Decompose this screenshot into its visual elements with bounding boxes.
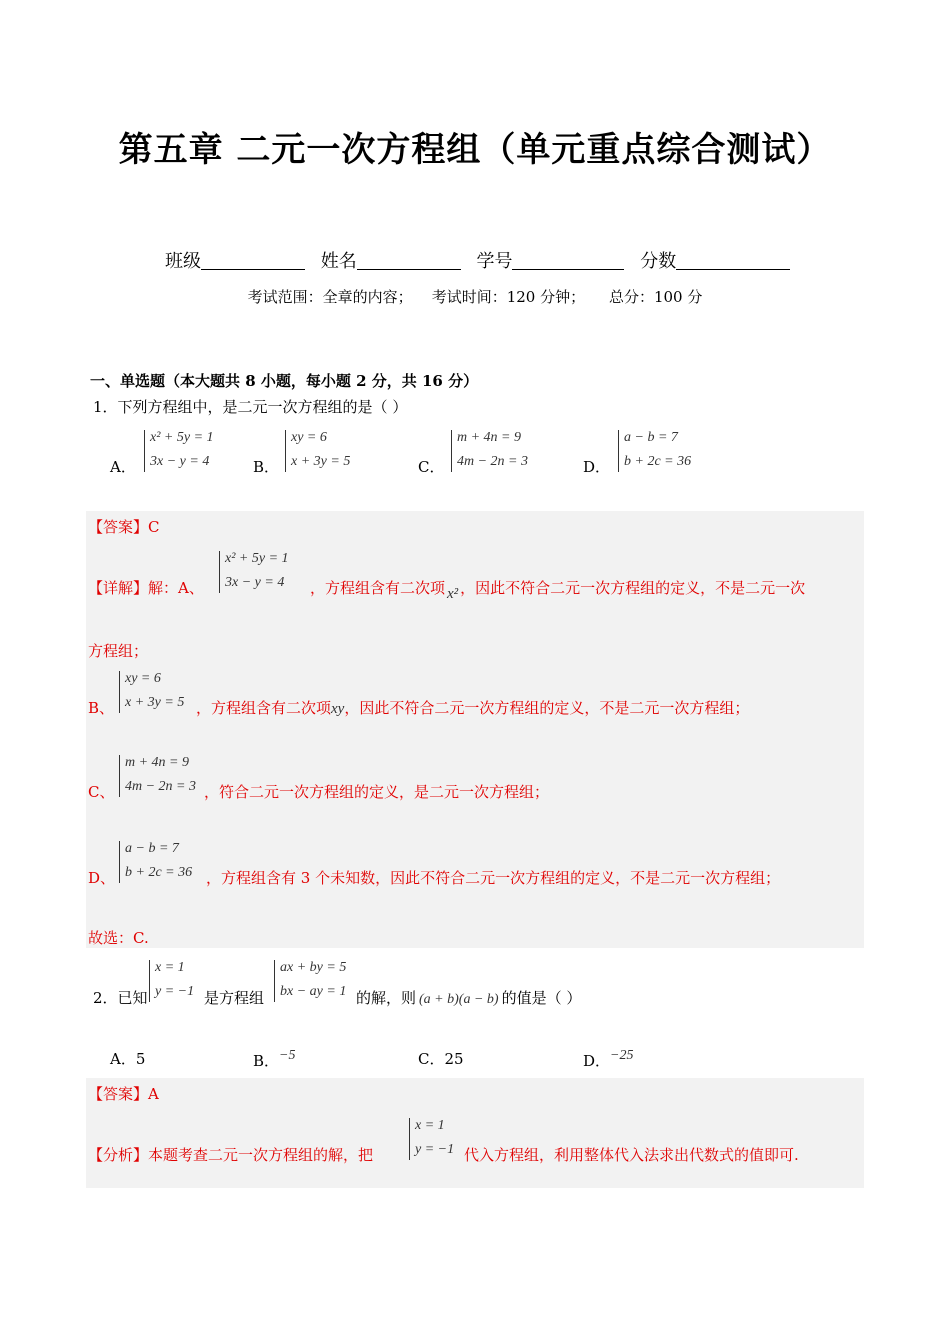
id-blank	[512, 251, 624, 270]
equation: y = −1	[415, 1142, 455, 1157]
q1-option-c-system	[451, 430, 529, 472]
q1-detail-c-text: ，符合二元一次方程组的定义，是二元一次方程组；	[204, 783, 550, 801]
q1-option-b-system	[285, 430, 351, 472]
q1-detail-a-text	[310, 577, 805, 603]
q1-answer-block	[86, 511, 864, 948]
q1-detail-d-prefix: D、	[88, 869, 116, 887]
option-value: 25	[444, 1050, 464, 1068]
equation: 4m − 2n = 3	[457, 454, 529, 469]
term: xy	[331, 701, 345, 717]
equation: x + 3y = 5	[291, 454, 351, 469]
option-label: C．	[418, 1050, 445, 1068]
equation: x = 1	[155, 960, 185, 975]
q2-option-a	[110, 1048, 145, 1069]
detail-rest: ，因此不符合二元一次方程组的定义，不是二元一次	[460, 579, 806, 597]
q1-detail-a	[88, 577, 204, 598]
q1-option-c-label: C．	[418, 458, 445, 476]
q1-conclusion: 故选：C.	[88, 929, 149, 947]
q1-detail-b-prefix: B、	[88, 699, 115, 717]
q1-option-d-system	[618, 430, 692, 472]
equation: bx − ay = 1	[280, 984, 347, 999]
q2-answer: 【答案】A	[88, 1085, 159, 1103]
detail-rest: ，因此不符合二元一次方程组的定义，不是二元一次方程组；	[344, 699, 750, 717]
equation: y = −1	[155, 984, 195, 999]
q1-detail-c-prefix: C、	[88, 783, 115, 801]
class-label: 班级	[165, 251, 201, 272]
score-label: 分数	[640, 251, 677, 272]
text: 的值是（ ）	[501, 989, 582, 1007]
q2-analysis-system	[409, 1118, 455, 1160]
q1-option-a-system	[144, 430, 214, 472]
option-value: −5	[279, 1048, 296, 1063]
equation: xy = 6	[125, 671, 161, 686]
q2-solution-system	[149, 960, 195, 1002]
q1-detail-d-system	[119, 841, 193, 883]
class-blank	[201, 251, 305, 270]
option-label: A．	[110, 1050, 136, 1068]
q2-option-d	[583, 1048, 633, 1071]
page-title: 第五章 二元一次方程组（单元重点综合测试）	[118, 130, 832, 170]
equation: b + 2c = 36	[624, 454, 692, 469]
student-info-row	[165, 247, 800, 273]
exam-scope: 考试范围：全章的内容； 考试时间：120 分钟； 总分：100 分	[247, 288, 703, 306]
q1-detail-a-cont: 方程组；	[88, 642, 149, 660]
section-heading: 一、单选题（本大题共 8 小题，每小题 2 分，共 16 分）	[90, 372, 479, 390]
equation: 3x − y = 4	[225, 575, 285, 590]
q1-option-b-label: B．	[253, 458, 280, 476]
equation: 4m − 2n = 3	[125, 779, 197, 794]
q1-answer: 【答案】C	[88, 518, 160, 536]
q1-detail-c-system	[119, 755, 197, 797]
score-blank	[676, 251, 790, 270]
equation: x = 1	[415, 1118, 445, 1133]
q1-option-d-label: D．	[583, 458, 611, 476]
equation: x + 3y = 5	[125, 695, 185, 710]
text: 的解，则	[356, 989, 417, 1007]
option-label: D．	[583, 1052, 611, 1070]
option-value: −25	[610, 1048, 634, 1063]
equation: b + 2c = 36	[125, 865, 193, 880]
detail-tag: 【详解】	[88, 579, 149, 597]
q2-equation-system	[274, 960, 347, 1002]
option-value: 5	[135, 1050, 146, 1068]
equation: xy = 6	[291, 430, 327, 445]
equation: x² + 5y = 1	[150, 430, 214, 445]
analysis-text: 本题考查二元一次方程组的解，把	[148, 1146, 374, 1164]
q2-prefix: 2．已知	[93, 989, 148, 1007]
detail-prefix: 解：A、	[148, 579, 204, 597]
q2-mid2	[356, 987, 581, 1008]
q1-detail-b-text	[196, 697, 749, 718]
q2-answer-block	[86, 1078, 864, 1188]
option-label: B．	[253, 1052, 280, 1070]
equation: 3x − y = 4	[150, 454, 210, 469]
analysis-tag: 【分析】	[88, 1146, 149, 1164]
equation: m + 4n = 9	[457, 430, 522, 445]
q1-stem: 1．下列方程组中，是二元一次方程组的是（ ）	[93, 398, 408, 416]
id-label: 学号	[476, 251, 513, 272]
q1-detail-b-system	[119, 671, 185, 713]
detail-text: ，方程组含有二次项	[310, 579, 446, 597]
term: x²	[447, 586, 459, 602]
q2-mid: 是方程组	[204, 989, 265, 1007]
q1-detail-d-text: ，方程组含有 3 个未知数，因此不符合二元一次方程组的定义，不是二元一次方程组；	[206, 869, 781, 887]
equation: ax + by = 5	[280, 960, 347, 975]
q2-option-c	[418, 1048, 464, 1069]
equation: a − b = 7	[624, 430, 678, 445]
expression: (a + b)(a − b)	[419, 992, 499, 1007]
name-blank	[357, 251, 461, 270]
equation: a − b = 7	[125, 841, 179, 856]
q1-detail-a-system	[219, 551, 289, 593]
q1-option-a-label: A．	[110, 458, 136, 476]
q2-analysis-rest: 代入方程组，利用整体代入法求出代数式的值即可.	[464, 1146, 799, 1164]
q2-option-b	[253, 1048, 295, 1071]
equation: m + 4n = 9	[125, 755, 190, 770]
equation: x² + 5y = 1	[225, 551, 289, 566]
detail-text: ，方程组含有二次项	[196, 699, 332, 717]
name-label: 姓名	[320, 251, 357, 272]
q2-analysis	[88, 1144, 373, 1165]
